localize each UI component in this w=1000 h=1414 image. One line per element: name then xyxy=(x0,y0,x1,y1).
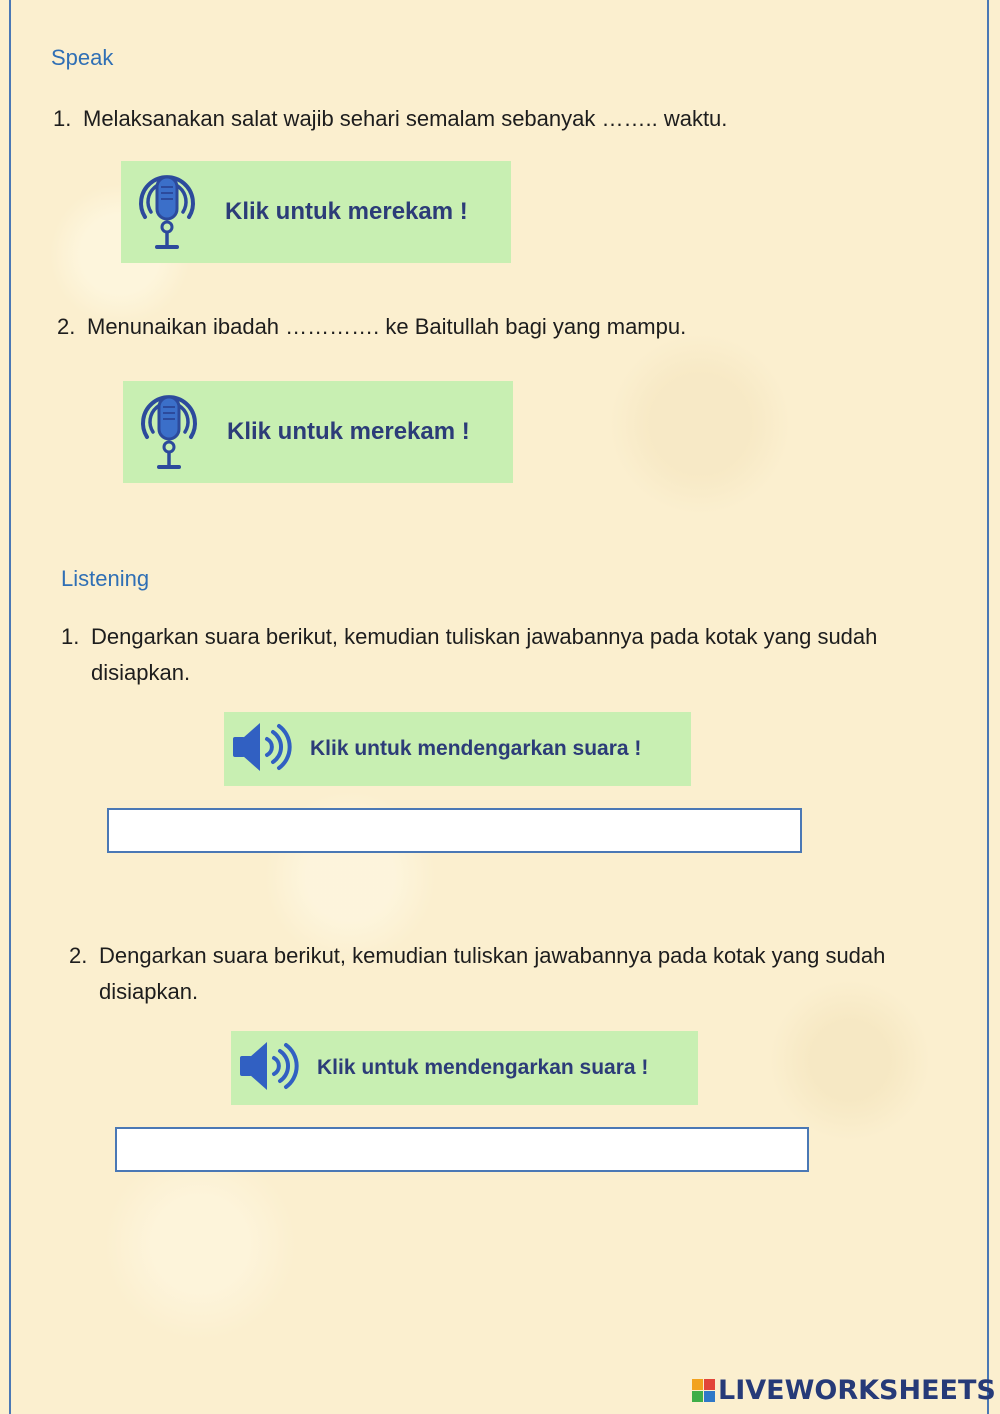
question-text: Menunaikan ibadah …………. ke Baitullah bagi yang mampu. xyxy=(87,314,687,339)
microphone-icon xyxy=(133,385,205,480)
logo-text: LIVEWORKSHEETS xyxy=(718,1374,996,1406)
logo-mark-icon xyxy=(692,1379,715,1402)
microphone-icon xyxy=(131,165,203,260)
listen-button-1[interactable] xyxy=(224,712,691,786)
speak-section-title: Speak xyxy=(51,45,114,70)
question-text: Dengarkan suara berikut, kemudian tuliskan jawabannya pada kotak yang sudah disiapkan. xyxy=(99,943,886,1004)
question-number: 1. xyxy=(61,624,80,649)
speak-question-2 xyxy=(57,309,957,345)
listen-button-2[interactable] xyxy=(231,1031,698,1105)
record-button-label: Klik untuk merekam ! xyxy=(225,198,468,225)
page-border-right xyxy=(987,0,989,1414)
speaker-icon xyxy=(237,1037,299,1100)
listening-question-2 xyxy=(69,938,929,1010)
listen-button-label: Klik untuk mendengarkan suara ! xyxy=(317,1056,649,1079)
listening-section-title: Listening xyxy=(61,566,150,591)
speak-question-1 xyxy=(53,101,953,137)
question-number: 2. xyxy=(57,314,76,339)
record-button-2[interactable] xyxy=(123,381,513,483)
listening-question-1 xyxy=(61,619,921,691)
answer-input-2[interactable] xyxy=(115,1127,809,1172)
question-number: 1. xyxy=(53,106,72,131)
liveworksheets-logo xyxy=(692,1374,996,1406)
page-border-left xyxy=(9,0,11,1414)
question-text: Dengarkan suara berikut, kemudian tuliskan jawabannya pada kotak yang sudah disiapkan. xyxy=(91,624,878,685)
question-number: 2. xyxy=(69,943,88,968)
record-button-label: Klik untuk merekam ! xyxy=(227,418,470,445)
listen-button-label: Klik untuk mendengarkan suara ! xyxy=(310,737,642,760)
record-button-1[interactable] xyxy=(121,161,511,263)
question-text: Melaksanakan salat wajib sehari semalam sebanyak …….. waktu. xyxy=(83,106,728,131)
answer-input-1[interactable] xyxy=(107,808,802,853)
speaker-icon xyxy=(230,718,292,781)
